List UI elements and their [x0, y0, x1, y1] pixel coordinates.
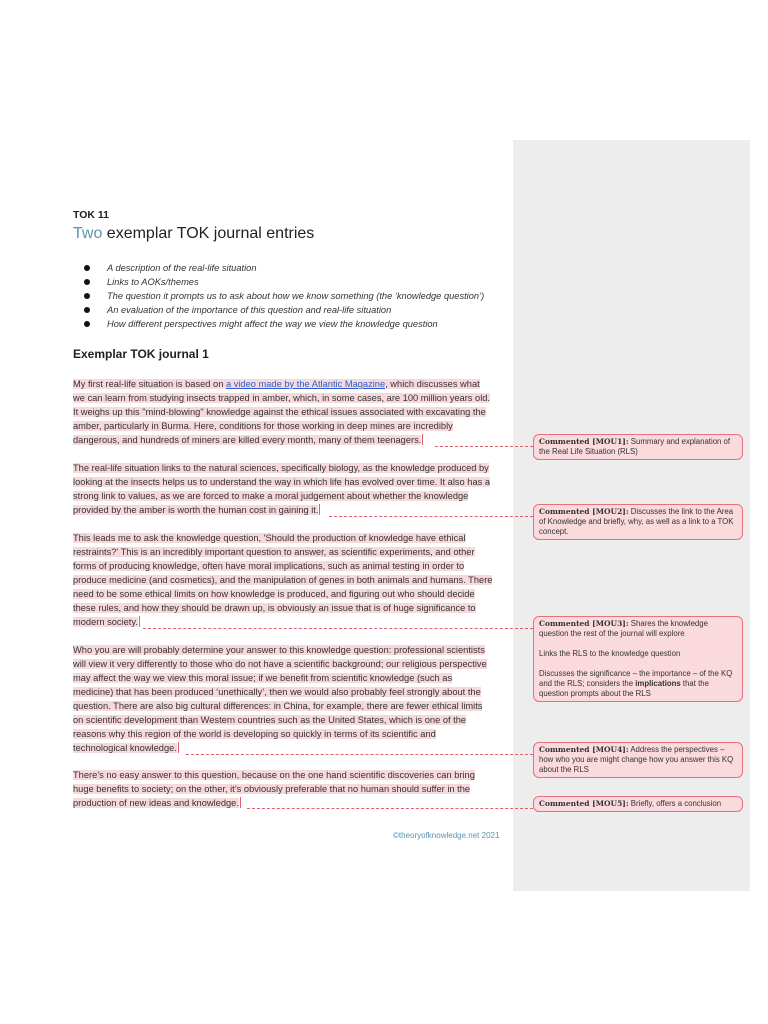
paragraph-2: The real-life situation links to the natural sciences, specifically biology, as the knowledge produced by looking at the insects helps us to understand the way in which life has evolved over time. It also has a strong link to values, as we are forced to make a moral judgement about whether the knowledge provided by the amber is worth the human cost in gaining it.: [73, 463, 491, 515]
paragraph-1: My first real-life situation is based on a video made by the Atlantic Magazine, which discusses what we can learn from studying insects trapped in amber, which, in some cases, are 100 million years old. It weighs up this "mind-blowing" knowledge against the ethical issues associated with excavating the amber, particularly in Burma. Here, conditions for those working in deep mines are incredibly dangerous, and hundreds of miners are killed every month, many of them teenagers.: [73, 379, 491, 445]
comment-leader-line: [247, 808, 533, 809]
paragraph-3: This leads me to ask the knowledge question, 'Should the production of knowledge have ethical restraints?' This is an incredibly important question to answer, as scientific experiments, and other forms of producing knowledge, often have moral implications, such as animal testing in order to produce medicine (and cosmetics), and the manipulation of genes in both animals and humans. There need to be some ethical limits on how knowledge is produced, and figuring out who should decide these rules, and how they should be drawn up, is obviously an issue that is of huge significance to modern society.: [73, 533, 493, 627]
list-item: How different perspectives might affect the way we view the knowledge question: [84, 317, 484, 331]
list-item: An evaluation of the importance of this question and real-life situation: [84, 303, 484, 317]
atlantic-video-link[interactable]: a video made by the Atlantic Magazine: [225, 379, 386, 389]
comment-mou2[interactable]: Commented [MOU2]: Discusses the link to the Area of Knowledge and briefly, why, as well as a link to a TOK concept.: [533, 504, 743, 540]
criteria-list: [84, 261, 484, 331]
bullet-icon: [84, 321, 90, 327]
bullet-icon: [84, 293, 90, 299]
bullet-icon: [84, 265, 90, 271]
list-item: The question it prompts us to ask about how we know something (the ‘knowledge question’): [84, 289, 484, 303]
list-item: Links to AOKs/themes: [84, 275, 484, 289]
title-accent: Two: [73, 225, 103, 242]
comment-anchor: [240, 797, 241, 808]
bullet-icon: [84, 307, 90, 313]
paragraph-5: There’s no easy answer to this question, because on the one hand scientific discoveries can bring huge benefits to society; on the other, it’s obviously preferable that no human should suffer in the production of new ideas and knowledge.: [73, 770, 475, 808]
comment-leader-line: [329, 516, 533, 517]
section-heading: Exemplar TOK journal 1: [73, 347, 209, 361]
list-item: A description of the real-life situation: [84, 261, 484, 275]
copyright-footer: ©theoryofknowledge.net 2021: [393, 831, 500, 840]
title-rest: exemplar TOK journal entries: [102, 225, 315, 242]
comment-anchor: [422, 434, 423, 445]
paragraph-4: Who you are will probably determine your answer to this knowledge question: professional scientists will view it very differently to those who do not have a scientific background; our religious perspective may affect the way we view this moral issue; if we benefit from scientific knowledge (such as medicine) that has been produced ‘unethically’, then we would also probably feel strongly about the question. There are also big cultural differences: in China, for example, there are fewer ethical limits on scientific development than Western countries such as the United States, which is one of the reasons why this region of the world is developing so quickly in terms of its scientific and technological knowledge.: [73, 645, 487, 753]
comment-mou5[interactable]: Commented [MOU5]: Briefly, offers a conclusion: [533, 796, 743, 812]
comment-leader-line: [435, 446, 533, 447]
comment-mou4[interactable]: Commented [MOU4]: Address the perspectives – how who you are might change how you answer this KQ about the RLS: [533, 742, 743, 778]
page-title: [73, 225, 314, 243]
bullet-icon: [84, 279, 90, 285]
comment-anchor: [319, 504, 320, 515]
comment-mou3[interactable]: Commented [MOU3]: Shares the knowledge question the rest of the journal will explore Links the RLS to the knowledge question Discusses the significance – the importance – of the KQ and the RLS; considers the implications that the question prompts about the RLS: [533, 616, 743, 702]
course-label: TOK 11: [73, 209, 109, 221]
comment-mou1[interactable]: Commented [MOU1]: Summary and explanation of the Real Life Situation (RLS): [533, 434, 743, 460]
comment-anchor: [178, 742, 179, 753]
comment-anchor: [139, 616, 140, 627]
comment-leader-line: [186, 754, 533, 755]
comment-leader-line: [143, 628, 533, 629]
